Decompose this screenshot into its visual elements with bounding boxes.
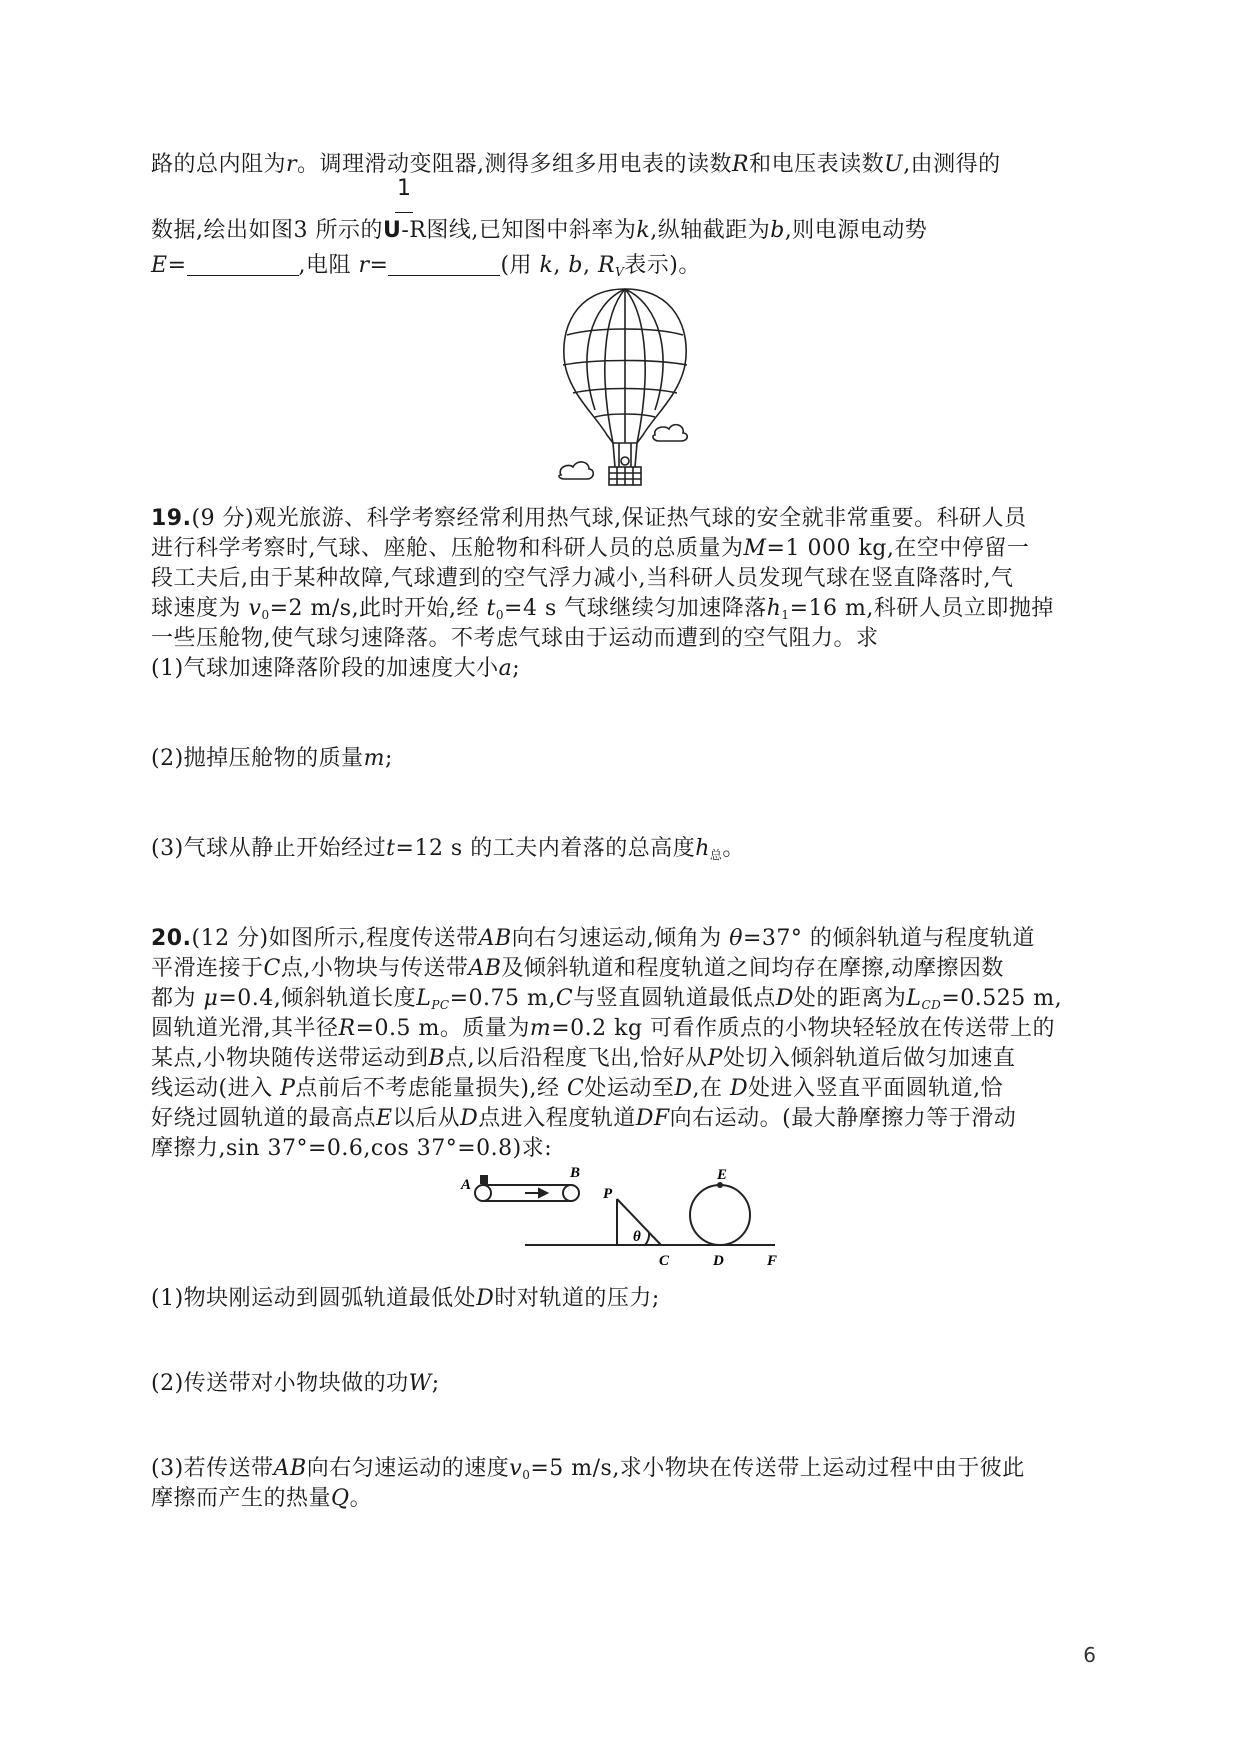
fig-label-D: D — [713, 1253, 724, 1269]
answer-blank-resistance[interactable] — [388, 253, 500, 276]
q20-line-1: 20.(12 分)如图所示,程度传送带AB向右匀速运动,倾角为 θ=37° 的倾斜轨道与程度轨道 — [151, 926, 1035, 951]
q20-line-3: 都为 μ=0.4,倾斜轨道长度$L_{PC}=0.75$ m,C与竖直圆轨道最低点D处的距离为$L_{CD}=0.525$ m, — [151, 986, 1063, 1012]
q18-line-2: 数据,绘出如图3 所示的U-R图线,已知图中斜率为k,纵轴截距为b,则电源电动势 — [151, 218, 928, 243]
q20-part-2: (2)传送带对小物块做的功W; — [151, 1371, 440, 1396]
fig-label-F: F — [767, 1253, 778, 1269]
conveyor-track-figure — [455, 1165, 795, 1280]
q19-line-1: 19.(9 分)观光旅游、科学考察经常利用热气球,保证热气球的安全就非常重要。科研人员 — [151, 506, 1027, 531]
q19-line-5: 一些压舱物,使气球匀速降落。不考虑气球由于运动而遭到的空气阻力。求 — [151, 626, 879, 651]
answer-blank-emf[interactable] — [187, 253, 299, 276]
q20-line-4: 圆轨道光滑,其半径R=0.5 m。质量为m=0.2 kg 可看作质点的小物块轻轻放在传送带上的 — [151, 1016, 1056, 1041]
question-number: 19. — [151, 506, 192, 531]
q18-line-1: 路的总内阻为r。调理滑动变阻器,测得多组多用电表的读数R和电压表读数U,由测得的 — [151, 152, 1001, 177]
q20-part-3-cont: 摩擦而产生的热量Q。 — [151, 1486, 373, 1511]
fig-label-E: E — [717, 1167, 728, 1183]
q19-part-2: (2)抛掉压舱物的质量m; — [151, 746, 393, 771]
fraction-bar — [395, 212, 413, 213]
page-number: 6 — [1083, 1643, 1096, 1667]
q18-line-3: E= ,电阻 r= (用 k, b, $R_V$表示)。 — [151, 253, 701, 279]
hot-air-balloon-figure — [555, 285, 695, 495]
fraction-numerator: 1 — [397, 176, 411, 201]
q20-part-1: (1)物块刚运动到圆弧轨道最低处D时对轨道的压力; — [151, 1286, 660, 1311]
fig-label-P: P — [603, 1186, 613, 1202]
q20-line-6: 线运动(进入 P点前后不考虑能量损失),经 C处运动至D,在 D处进入竖直平面圆轨道,恰 — [151, 1076, 1004, 1101]
q20-part-3: (3)若传送带AB向右匀速运动的速度$v_0=5$ m/s,求小物块在传送带上运动过程中由于彼此 — [151, 1456, 1025, 1482]
q20-line-5: 某点,小物块随传送带运动到B点,以后沿程度飞出,恰好从P处切入倾斜轨道后做匀加速直 — [151, 1046, 1016, 1071]
q20-line-8: 摩擦力,sin 37°=0.6,cos 37°=0.8)求: — [151, 1136, 553, 1161]
q19-line-2: 进行科学考察时,气球、座舱、压舱物和科研人员的总质量为M=1 000 kg,在空中停留一 — [151, 536, 1030, 561]
q19-line-3: 段工夫后,由于某种故障,气球遭到的空气浮力减小,当科研人员发现气球在竖直降落时,气 — [151, 566, 1014, 591]
fig-label-theta: θ — [633, 1229, 641, 1245]
block-icon — [480, 1175, 488, 1184]
q19-part-3: (3)气球从静止开始经过t=12 s 的工夫内着落的总高度$h_总$。 — [151, 836, 745, 862]
q19-line-4: 球速度为 $v_0=2$ m/s,此时开始,经 $t_0=4$ s 气球继续匀加速降落$h_1=16$ m,科研人员立即抛掉 — [151, 596, 1054, 622]
fig-label-C: C — [659, 1253, 670, 1269]
fig-label-A: A — [461, 1177, 472, 1193]
question-number: 20. — [151, 926, 192, 951]
q20-line-2: 平滑连接于C点,小物块与传送带AB及倾斜轨道和程度轨道之间均存在摩擦,动摩擦因数 — [151, 956, 1004, 981]
fraction-denominator: U — [382, 218, 402, 243]
q19-part-1: (1)气球加速降落阶段的加速度大小a; — [151, 656, 521, 681]
fig-label-B: B — [570, 1165, 581, 1181]
q20-line-7: 好绕过圆轨道的最高点E以后从D点进入程度轨道DF向右运动。(最大静摩擦力等于滑动 — [151, 1106, 1017, 1131]
